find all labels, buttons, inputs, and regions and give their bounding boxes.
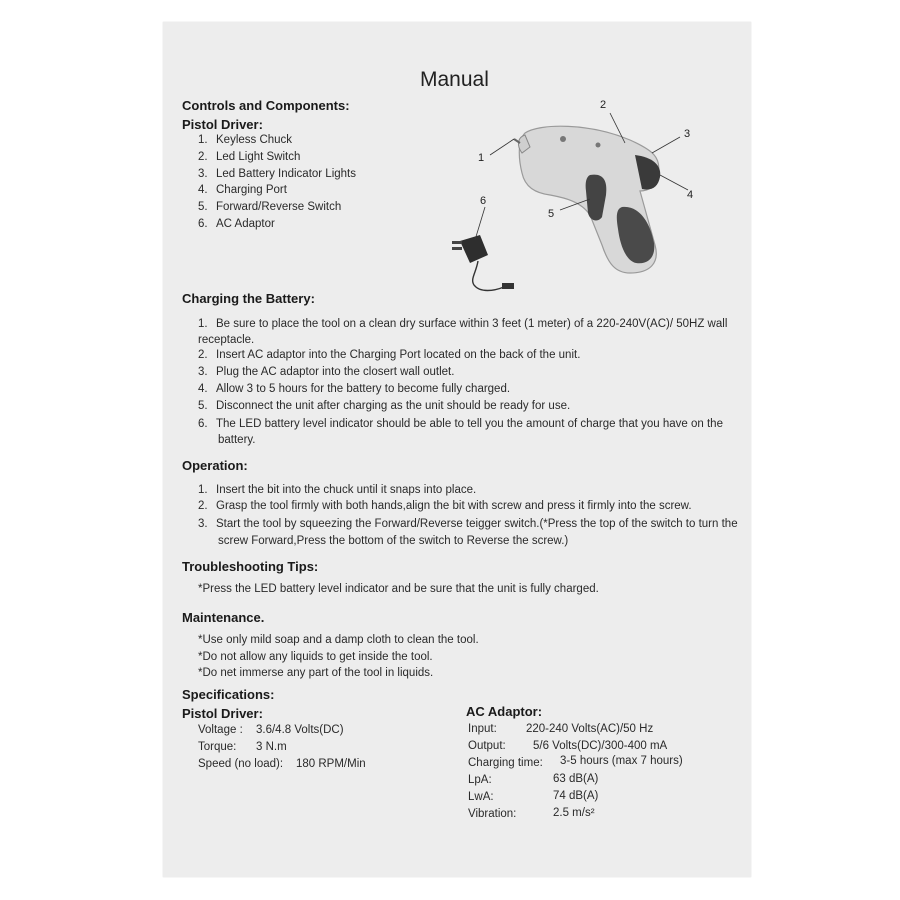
spec-label: LpA:: [468, 774, 492, 786]
list-item: 3. Start the tool by squeezing the Forward/Reverse teigger switch.(*Press the top of the switch to turn the screw Forward,Press the bottom of the switch to Reverse the screw.): [198, 518, 738, 547]
operation-heading: Operation:: [182, 458, 248, 473]
list-item: 1. Be sure to place the tool on a clean dry surface within 3 feet (1 meter) of a 220-240V(AC)/ 50HZ wall receptacle.: [198, 318, 728, 346]
spec-value: 3 N.m: [256, 741, 287, 753]
list-item: 3. Plug the AC adaptor into the closert wall outlet.: [198, 366, 455, 378]
list-item: 4. Charging Port: [198, 184, 287, 196]
diagram-label-2: 2: [600, 99, 607, 111]
spec-label: Charging time:: [468, 757, 543, 769]
pistol-spec-heading: Pistol Driver:: [182, 706, 263, 721]
list-item: 1. Insert the bit into the chuck until it snaps into place.: [198, 484, 477, 496]
spec-label: Speed (no load):: [198, 758, 284, 770]
spec-value: 63 dB(A): [553, 773, 599, 785]
screwdriver-diagram: [430, 95, 710, 305]
list-item: 5. Disconnect the unit after charging as the unit should be ready for use.: [198, 400, 571, 412]
list-item: *Do not allow any liquids to get inside the tool.: [198, 651, 433, 663]
list-item: 6. AC Adaptor: [198, 218, 275, 230]
spec-label: LwA:: [468, 791, 494, 803]
spec-label: Torque:: [198, 741, 237, 753]
list-item: 1. Keyless Chuck: [198, 134, 293, 146]
list-item: 6. The LED battery level indicator should be able to tell you the amount of charge that you have on the battery.: [198, 418, 723, 446]
spec-label: Vibration:: [468, 808, 517, 820]
spec-value: 180 RPM/Min: [296, 758, 366, 770]
page-title: Manual: [420, 68, 489, 91]
maintenance-heading: Maintenance.: [182, 610, 265, 625]
troubleshooting-text: *Press the LED battery level indicator and be sure that the unit is fully charged.: [198, 583, 599, 595]
controls-subheading: Pistol Driver:: [182, 117, 263, 132]
diagram-label-4: 4: [687, 189, 694, 201]
spec-value: 3.6/4.8 Volts(DC): [256, 724, 344, 736]
charging-heading: Charging the Battery:: [182, 291, 315, 306]
spec-label: Input:: [468, 723, 497, 735]
spec-value: 74 dB(A): [553, 790, 599, 802]
controls-heading: Controls and Components:: [182, 98, 350, 113]
list-item: *Use only mild soap and a damp cloth to clean the tool.: [198, 634, 479, 646]
list-item: 3. Led Battery Indicator Lights: [198, 168, 356, 180]
list-item: 4. Allow 3 to 5 hours for the battery to become fully charged.: [198, 383, 511, 395]
diagram-label-3: 3: [684, 128, 691, 140]
diagram-label-1: 1: [478, 152, 485, 164]
list-item: 2. Led Light Switch: [198, 151, 301, 163]
list-item: 5. Forward/Reverse Switch: [198, 201, 342, 213]
list-item: 2. Grasp the tool firmly with both hands,align the bit with screw and press it firmly into the screw.: [198, 500, 692, 512]
troubleshooting-heading: Troubleshooting Tips:: [182, 559, 319, 574]
diagram-label-6: 6: [480, 195, 487, 207]
spec-value: 2.5 m/s²: [553, 807, 595, 819]
spec-label: Output:: [468, 740, 506, 752]
spec-value: 3-5 hours (max 7 hours): [560, 755, 683, 767]
adaptor-spec-heading: AC Adaptor:: [466, 704, 543, 719]
spec-value: 220-240 Volts(AC)/50 Hz: [526, 723, 654, 735]
list-item: *Do net immerse any part of the tool in liquids.: [198, 667, 434, 679]
diagram-label-5: 5: [548, 208, 555, 220]
spec-label: Voltage :: [198, 724, 243, 736]
list-item: 2. Insert AC adaptor into the Charging Port located on the back of the unit.: [198, 349, 581, 361]
specifications-heading: Specifications:: [182, 687, 275, 702]
spec-value: 5/6 Volts(DC)/300-400 mA: [533, 740, 668, 752]
